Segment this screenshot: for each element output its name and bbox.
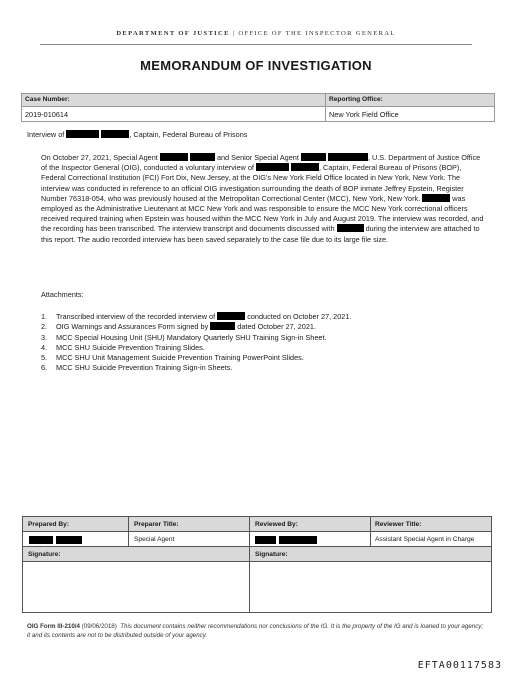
attachment-text-pre: Transcribed interview of the recorded interview of — [56, 312, 216, 321]
case-info-header — [22, 94, 494, 107]
agency-name: DEPARTMENT OF JUSTICE — [116, 30, 230, 37]
redaction-block — [422, 194, 450, 202]
page-title: MEMORANDUM OF INVESTIGATION — [140, 58, 372, 73]
form-date: (09/06/2018) — [81, 623, 117, 630]
attachment-item — [41, 343, 481, 353]
attachment-item — [41, 312, 481, 322]
para-text-1: On October 27, 2021, Special Agent — [41, 153, 158, 162]
attachment-text-post: conducted on October 27, 2021. — [247, 312, 352, 321]
table-divider — [370, 517, 371, 547]
redaction-block — [301, 153, 326, 161]
header-separator: | — [229, 30, 239, 37]
redaction-block — [210, 322, 235, 330]
reporting-office-label: Reporting Office: — [329, 96, 383, 103]
attachment-number: 5. — [41, 353, 48, 363]
signature-label-preparer: Signature: — [28, 551, 61, 558]
attachment-item — [41, 353, 481, 363]
redaction-block — [279, 536, 317, 544]
attachment-text-pre: MCC SHU Suicide Prevention Training Sign-in Sheets. — [56, 363, 233, 373]
attachment-item — [41, 333, 481, 343]
attachment-number: 3. — [41, 332, 48, 342]
signature-table — [22, 516, 492, 613]
table-divider — [128, 517, 129, 547]
reporting-office-value: New York Field Office — [329, 110, 399, 119]
redaction-block — [101, 130, 129, 138]
redaction-block — [56, 536, 82, 544]
attachment-text — [56, 312, 351, 322]
case-number-label: Case Number: — [25, 96, 70, 103]
attachment-number: 4. — [41, 342, 48, 352]
redaction-block — [256, 163, 289, 171]
attachment-text-pre: OIG Warnings and Assurances Form signed by — [56, 322, 209, 332]
redaction-block — [291, 163, 319, 171]
attachment-item — [41, 363, 481, 373]
attachment-number: 6. — [41, 363, 48, 373]
attachment-item — [41, 322, 481, 332]
para-text-6: during the interview are attached to this report. The audio recorded interview has been saved separately to the case file due to its large file size. — [41, 224, 480, 244]
para-text-5: was employed as the Administrative Lieutenant at MCC New York and was responsible to ensure the MCC New York correctional officers received required training when Epstein was housed within the MCC New York in July and August 2019. The interview was recorded, and the recording has been transcribed. The interview transcript and documents discussed with — [41, 193, 484, 234]
reviewer-title-label: Reviewer Title: — [375, 521, 422, 528]
attachment-text — [56, 333, 327, 343]
case-info-box — [21, 93, 495, 122]
preparer-title-value: Special Agent — [134, 536, 175, 543]
office-name: OFFICE OF THE INSPECTOR GENERAL — [238, 30, 396, 37]
interview-subject-line — [27, 130, 247, 140]
interview-prefix: Interview of — [27, 130, 65, 139]
redaction-block — [160, 153, 188, 161]
attachment-text-pre: MCC SHU Unit Management Suicide Prevention Training PowerPoint Slides. — [56, 353, 304, 363]
redaction-block — [29, 536, 53, 544]
case-info-divider — [325, 94, 326, 121]
header-rule — [40, 44, 472, 45]
attachment-text-pre: MCC SHU Suicide Prevention Training Slides. — [56, 342, 205, 352]
table-divider — [249, 517, 250, 612]
redaction-block — [190, 153, 215, 161]
preparer-title-label: Preparer Title: — [134, 521, 179, 528]
form-footer — [27, 622, 487, 640]
redaction-block — [328, 153, 368, 161]
attachment-text — [56, 353, 304, 363]
redaction-block — [255, 536, 276, 544]
attachments-list — [41, 312, 481, 374]
prepared-by-label: Prepared By: — [28, 521, 70, 528]
footer-notice: This document contains neither recommendations nor conclusions of the IG. It is the property of the IG and is loaned to your agency; it and its contents are not to be distributed outside of your agency. — [27, 623, 484, 639]
redaction-block — [217, 312, 245, 320]
narrative-paragraph — [41, 153, 486, 245]
para-text-2: and Senior Special Agent — [216, 153, 299, 162]
attachment-number: 2. — [41, 322, 48, 332]
reviewed-by-label: Reviewed By: — [255, 521, 298, 528]
signature-label-reviewer: Signature: — [255, 551, 288, 558]
agency-header — [0, 30, 512, 37]
attachments-heading: Attachments: — [41, 290, 84, 299]
bates-number: EFTA00117583 — [417, 660, 502, 671]
para-text-3: , U.S. Department of Justice Office of the Inspector General (OIG), conducted a voluntary interview of — [41, 153, 481, 173]
reviewer-title-value: Assistant Special Agent in Charge — [375, 536, 475, 543]
attachment-text — [56, 322, 316, 332]
para-text-4: , Captain, Federal Bureau of Prisons (BOP), Federal Correctional Institution (FCI) Fort Dix, New Jersey, at the OIG's New York Field Office located in New York, New York. The interview was conducted in reference to an official OIG investigation surrounding the death of BOP inmate Jeffrey Epstein, Register Number 76318-054, who was previously housed at the Metropolitan Correctional Center (MCC), New York, New York. — [41, 163, 464, 203]
redaction-block — [66, 130, 99, 138]
attachment-text — [56, 363, 232, 373]
attachment-text-post: dated October 27, 2021. — [237, 322, 316, 332]
interview-suffix: , Captain, Federal Bureau of Prisons — [129, 130, 248, 139]
redaction-block — [337, 224, 364, 232]
attachment-number: 1. — [41, 312, 48, 321]
attachment-text-pre: MCC Special Housing Unit (SHU) Mandatory Quarterly SHU Training Sign-in Sheet. — [56, 332, 327, 342]
attachment-text — [56, 343, 205, 353]
form-number: OIG Form III-210/4 — [27, 623, 80, 630]
case-number-value: 2019-010614 — [25, 110, 69, 119]
